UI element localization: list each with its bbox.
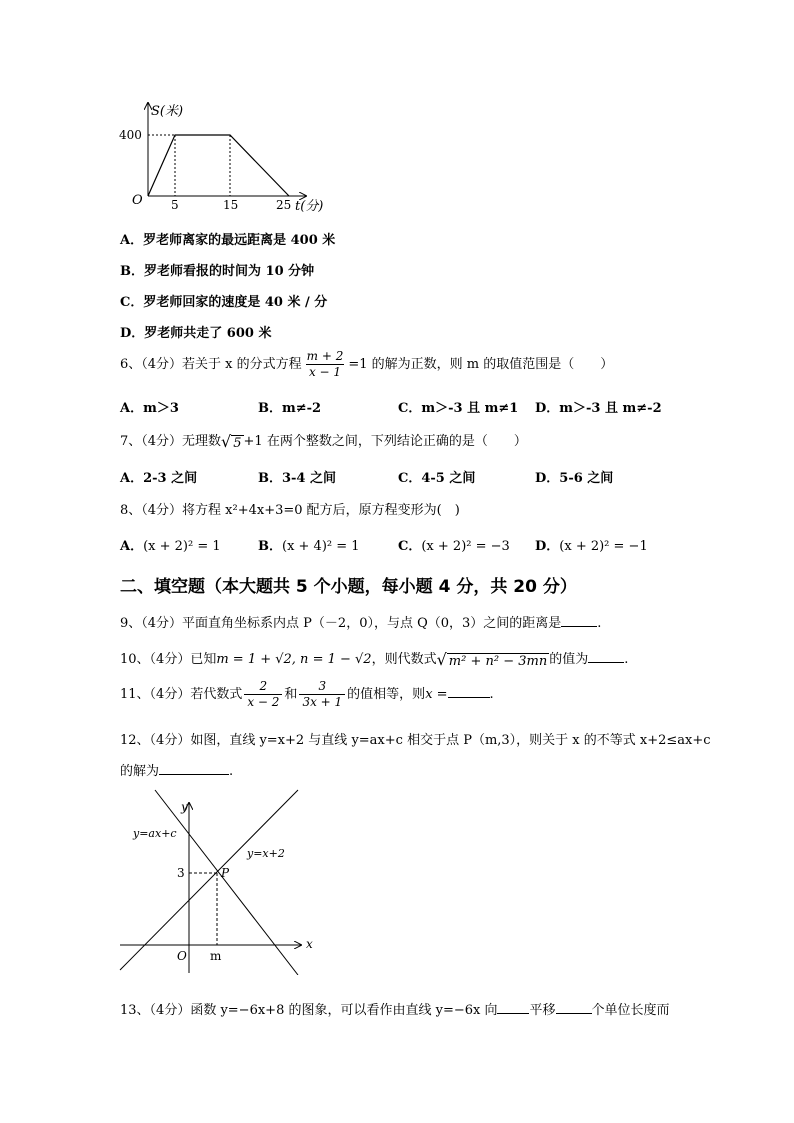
line-y-ax-plus-c — [155, 790, 298, 975]
q13-blank-1[interactable] — [497, 1001, 529, 1014]
question-9: 9、（4分）平面直角坐标系内点 P（－2，0），与点 Q（0，3）之间的距离是 . — [120, 616, 602, 631]
line-x-2-label: y=x+2 — [247, 847, 285, 860]
q6-fraction: $\frac{m + 2}{x - 1}$ — [306, 349, 344, 379]
q7-option-b: B．3-4 之间 — [258, 471, 337, 486]
q8-option-d: D．(x + 2)² = −1 — [535, 539, 648, 554]
q13-blank-2[interactable] — [556, 1001, 592, 1014]
question-6 — [120, 349, 613, 380]
q10-radical: √ m² + n² − 3mn — [436, 649, 548, 669]
q5-option-d: D．罗老师共走了 600 米 — [120, 326, 272, 341]
q9-blank[interactable] — [561, 614, 597, 627]
q7-option-a: A．2-3 之间 — [120, 471, 198, 486]
q7-option-d: D．5-6 之间 — [535, 471, 614, 486]
q5-option-b: B．罗老师看报的时间为 10 分钟 — [120, 264, 315, 279]
q10-given: m = 1 + √2, n = 1 − √2 — [216, 652, 372, 667]
question-13: 13、（4分）函数 y=−6x+8 的图象，可以看作由直线 y=−6x 向 平移 个单位长度而 — [120, 1003, 670, 1018]
x-axis-label: x — [306, 937, 313, 951]
q8-option-b: B．(x + 4)² = 1 — [258, 539, 360, 554]
section-2-title: 二、填空题（本大题共 5 个小题，每小题 4 分，共 20 分） — [120, 577, 577, 597]
q5-option-a: A．罗老师离家的最远距离是 400 米 — [120, 233, 336, 248]
intersecting-lines-graph — [115, 785, 325, 975]
q6-option-c: C．m＞-3 且 m≠1 — [398, 401, 519, 416]
q5-option-c: C．罗老师回家的速度是 40 米 / 分 — [120, 295, 328, 310]
question-12-line-1: 12、（4分）如图，直线 y=x+2 与直线 y=ax+c 相交于点 P（m,3），则关于 x 的不等式 x+2≤ax+c — [120, 733, 711, 748]
y-tick-3: 3 — [177, 866, 185, 880]
distance-line — [148, 135, 289, 196]
question-11: 11、（4分）若代数式 $\frac{2}{x - 2}$ 和 $\frac{3}{3x + 1}$ 的值相等，则x = . — [120, 679, 494, 709]
q10-blank[interactable] — [588, 650, 624, 663]
q8-option-c: C．(x + 2)² = −3 — [398, 539, 510, 554]
q11-fraction-2: $\frac{3}{3x + 1}$ — [299, 679, 345, 710]
question-7: 7、（4分）无理数√ 5 +1 在两个整数之间，下列结论正确的是（ ） — [120, 431, 527, 451]
q6-option-a: A．m＞3 — [120, 401, 179, 416]
q6-option-b: B．m≠-2 — [258, 401, 322, 416]
point-p-label: P — [221, 866, 230, 880]
q11-fraction-1: $\frac{2}{x - 2}$ — [244, 679, 282, 710]
line-y-x-plus-2 — [120, 790, 298, 970]
question-12-line-2: 的解为 . — [120, 764, 234, 779]
x-tick-25: 25 — [276, 198, 292, 212]
x-tick-15: 15 — [223, 198, 239, 212]
q11-blank[interactable] — [448, 685, 490, 698]
origin-label: O — [132, 193, 143, 208]
line-ax-c-label: y=ax+c — [133, 827, 177, 840]
q8-option-a: A．(x + 2)² = 1 — [120, 539, 221, 554]
q6-option-d: D．m＞-3 且 m≠-2 — [535, 401, 662, 416]
y-tick-400: 400 — [119, 128, 142, 142]
distance-time-graph — [118, 98, 343, 216]
q6-prefix: 6、（4分）若关于 x 的分式方程 — [120, 357, 302, 372]
m-label: m — [210, 949, 222, 963]
y-axis-label: S(米) — [151, 104, 184, 119]
origin-label: O — [177, 949, 187, 963]
question-8: 8、（4分）将方程 x²+4x+3=0 配方后，原方程变形为( ) — [120, 503, 460, 518]
y-axis-label: y — [181, 800, 188, 814]
x-tick-5: 5 — [171, 198, 179, 212]
sqrt-5: √ 5 — [221, 431, 242, 451]
question-10: 10、（4分）已知m = 1 + √2, n = 1 − √2，则代数式√ m² + n² − 3mn 的值为 . — [120, 649, 629, 669]
q7-option-c: C．4-5 之间 — [398, 471, 476, 486]
x-axis-label: t(分) — [295, 199, 324, 214]
q12-blank[interactable] — [159, 762, 229, 775]
q6-suffix: =1 的解为正数，则 m 的取值范围是（ ） — [348, 357, 614, 372]
